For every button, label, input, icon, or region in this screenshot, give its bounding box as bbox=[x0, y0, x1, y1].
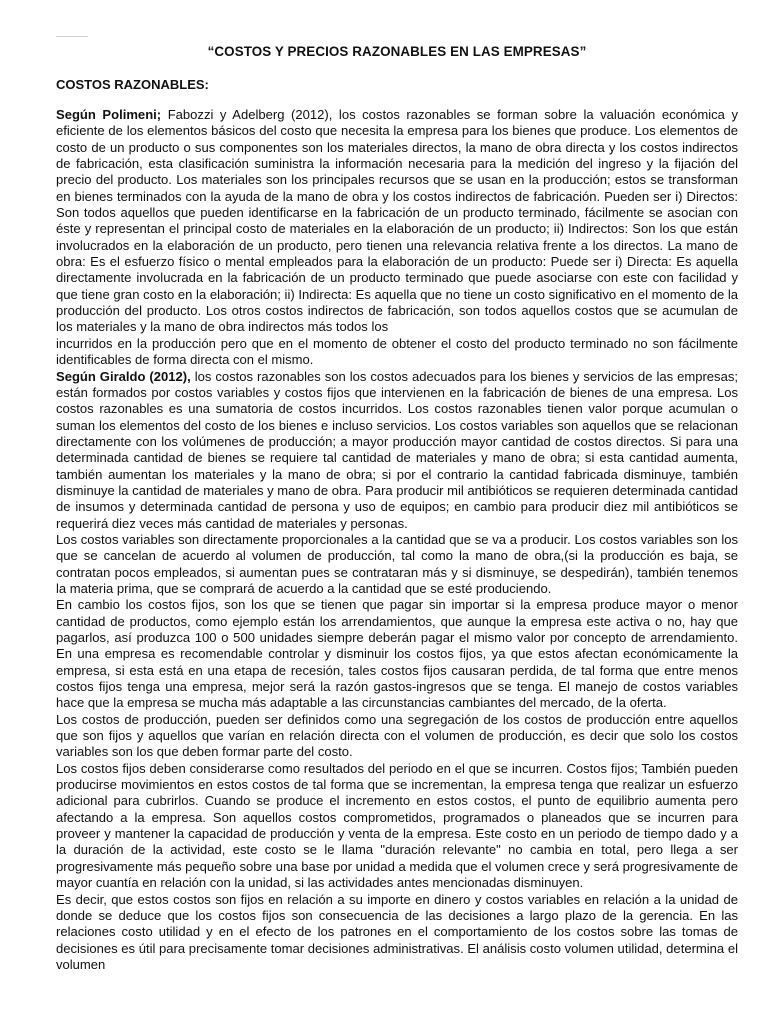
paragraph-lead: Según Polimeni; bbox=[56, 107, 162, 122]
paragraph-costos-produccion: Los costos de producción, pueden ser definidos como una segregación de los costos de producción entre aquellos que son fijos y aquellos que varían en relación directa con el volumen de producción, es decir que solo los costos variables son los que deben formar parte del costo. bbox=[56, 711, 738, 760]
paragraph-polimeni bbox=[56, 107, 738, 336]
paragraph-costos-fijos: En cambio los costos fijos, son los que se tienen que pagar sin importar si la empresa produce mayor o menor cantidad de productos, como ejemplo están los arrendamientos, que aunque la empresa este activa o no, hay que pagarlos, así produzca 100 o 500 unidades siempre deberán pagar el mismo valor por concepto de arrendamiento. En una empresa es recomendable controlar y disminuir los costos fijos, ya que estos afectan económicamente la empresa, si esta está en una etapa de recesión, tales costos fijos causaran perdida, de tal forma que entre menos costos fijos tenga una empresa, mejor será la razón gastos-ingresos que se tenga. El manejo de costos variables hace que la empresa se mucha más adaptable a las circunstancias cambiantes del mercado, de la oferta. bbox=[56, 597, 738, 711]
paragraph-giraldo bbox=[56, 369, 738, 532]
paragraph-body: Fabozzi y Adelberg (2012), los costos razonables se forman sobre la valuación económica y eficiente de los elementos básicos del costo que necesita la empresa para los bienes que produce. Los elementos de costo de un producto o sus componentes son los materiales directos, la mano de obra directa y los costos indirectos de fabricación, esta clasificación suministra la información necesaria para la medición del ingreso y la fijación del precio del producto. Los materiales son los principales recursos que se usan en la producción; estos se transforman en bienes terminados con la ayuda de la mano de obra y los costos indirectos de fabricación. Pueden ser i) Directos: Son todos aquellos que pueden identificarse en la fabricación de un producto terminado, fácilmente se asocian con éste y representan el principal costo de materiales en la elaboración de un producto; ii) Indirectos: Son los que están involucrados en la elaboración de un producto, pero tienen una relevancia relativa frente a los directos. La mano de obra: Es el esfuerzo físico o mental empleados para la elaboración de un producto: Puede ser i) Directa: Es aquella directamente involucrada en la fabricación de un producto terminado que puede asociarse con este con facilidad y que tiene gran costo en la elaboración; ii) Indirecta: Es aquella que no tiene un costo significativo en el momento de la producción del producto. Los otros costos indirectos de fabricación, son todos aquellos costos que se acumulan de los materiales y la mano de obra indirectos más todos los bbox=[56, 107, 738, 335]
paragraph-polimeni-continued: incurridos en la producción pero que en el momento de obtener el costo del producto terminado no son fácilmente identificables de forma directa con el mismo. bbox=[56, 335, 738, 368]
section-heading: COSTOS RAZONABLES: bbox=[56, 77, 209, 92]
paragraph-costo-volumen-utilidad: Es decir, que estos costos son fijos en relación a su importe en dinero y costos variables en relación a la unidad de donde se deduce que los costos fijos son consecuencia de las decisiones a largo plazo de la gerencia. En las relaciones costo utilidad y en el efecto de los patrones en el comportamiento de los costos sobre las tomas de decisiones es útil para precisamente tomar decisiones administrativas. El análisis costo volumen utilidad, determina el volumen bbox=[56, 891, 738, 972]
paragraph-body: los costos razonables son los costos adecuados para los bienes y servicios de las empresas; están formados por costos variables y costos fijos que intervienen en la fabricación de bienes de una empresa. Los costos razonables es una sumatoria de costos incurridos. Los costos razonables tienen valor porque acumulan o suman los elementos del costo de los bienes e incluso servicios. Los costos variables son aquellos que se relacionan directamente con los volúmenes de producción; a mayor producción mayor cantidad de costos directos. Si para una determinada cantidad de bienes se requiere tal cantidad de materiales y mano de obra; si esta cantidad aumenta, también aumentan los materiales y la mano de obra; si por el contrario la cantidad fabricada disminuye, también disminuye la cantidad de materiales y mano de obra. Para producir mil antibióticos se requieren determinada cantidad de insumos y determinada cantidad de persona y uso de equipos; en cambio para producir diez mil antibióticos se requerirá diez veces más cantidad de materiales y personas. bbox=[56, 368, 738, 531]
header-mark bbox=[56, 36, 88, 41]
paragraph-lead: Según Giraldo (2012), bbox=[56, 368, 191, 384]
document-title: “COSTOS Y PRECIOS RAZONABLES EN LAS EMPRESAS” bbox=[207, 44, 587, 59]
paragraph-costos-variables: Los costos variables son directamente proporcionales a la cantidad que se va a producir. Los costos variables son los que se cancelan de acuerdo al volumen de producción, tal como la mano de obra,(si la producción es baja, se contratan pocos empleados, si aumentan pues se contrataran más y si disminuye, se despedirán), también tenemos la materia prima, que se comprará de acuerdo a la cantidad que se esté produciendo. bbox=[56, 531, 738, 596]
paragraph-costos-fijos-periodo: Los costos fijos deben considerarse como resultados del periodo en el que se incurren. Costos fijos; También pueden producirse movimientos en estos costos de tal forma que se incrementan, la empresa tenga que realizar un esfuerzo adicional para cubrirlos. Cuando se produce el incremento en estos costos, el punto de equilibrio aumenta pero afectando a la empresa. Son aquellos costos comprometidos, programados o planeados que se incurren para proveer y mantener la capacidad de producción y venta de la empresa. Este costo en un periodo de tiempo dado y a la duración de la actividad, este costo se le llama "duración relevante" no cambia en total, pero llega a ser progresivamente más pequeño sobre una base por unidad a medida que el volumen crece y será progresivamente de mayor cuantía en relación con la unidad, si las actividades antes mencionadas disminuyen. bbox=[56, 760, 738, 891]
